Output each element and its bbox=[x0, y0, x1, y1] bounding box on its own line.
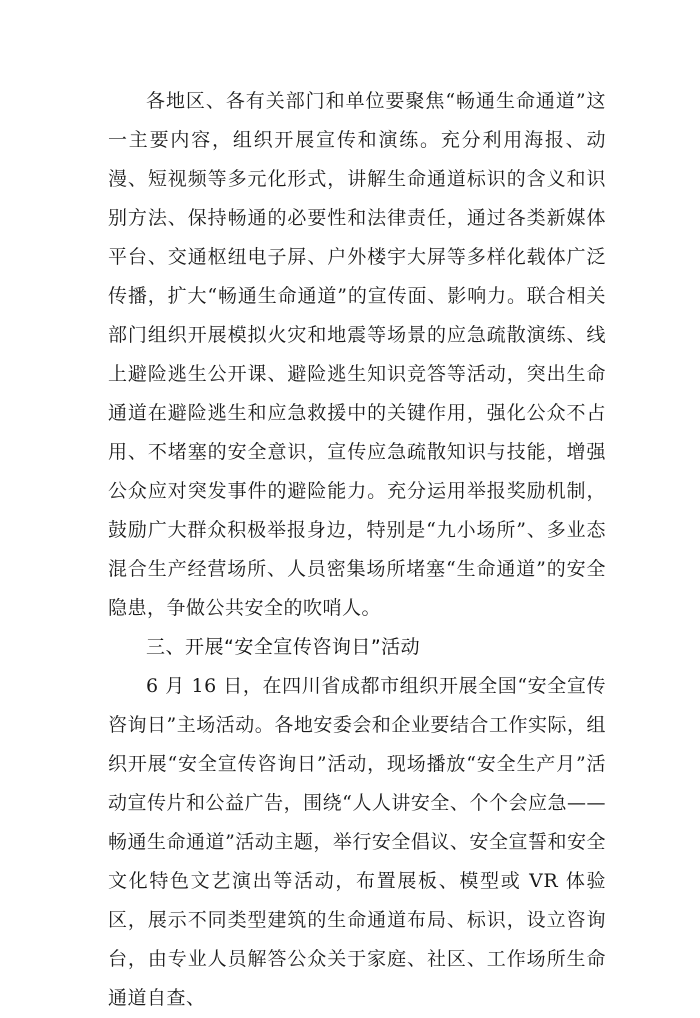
document-body bbox=[108, 82, 606, 1018]
paragraph-life-channel-publicity: 各地区、各有关部门和单位要聚焦“畅通生命通道”这一主要内容，组织开展宣传和演练。充分利用海报、动漫、短视频等多元化形式，讲解生命通道标识的含义和识别方法、保持畅通的必要性和法律责任，通过各类新媒体平台、交通枢纽电子屏、户外楼宇大屏等多样化载体广泛传播，扩大“畅通生命通道”的宣传面、影响力。联合相关部门组织开展模拟火灾和地震等场景的应急疏散演练、线上避险逃生公开课、避险逃生知识竞答等活动，突出生命通道在避险逃生和应急救援中的关键作用，强化公众不占用、不堵塞的安全意识，宣传应急疏散知识与技能，增强公众应对突发事件的避险能力。充分运用举报奖励机制，鼓励广大群众积极举报身边，特别是“九小场所”、多业态混合生产经营场所、人员密集场所堵塞“生命通道”的安全隐患，争做公共安全的吹哨人。 bbox=[108, 90, 606, 619]
section-heading-safety-consultation-day: 三、开展“安全宣传咨询日”活动 bbox=[146, 636, 421, 658]
paragraph-safety-consultation-day: 6 月 16 日，在四川省成都市组织开展全国“安全宣传咨询日”主场活动。各地安委会和企业要结合工作实际，组织开展“安全宣传咨询日”活动，现场播放“安全生产月”活动宣传片和公益广告，围绕“人人讲安全、个个会应急——畅通生命通道”活动主题，举行安全倡议、安全宣誓和安全文化特色文艺演出等活动，布置展板、模型或 VR 体验区，展示不同类型建筑的生命通道布局、标识，设立咨询台，由专业人员解答公众关于家庭、社区、工作场所生命通道自查、 bbox=[108, 675, 606, 1009]
